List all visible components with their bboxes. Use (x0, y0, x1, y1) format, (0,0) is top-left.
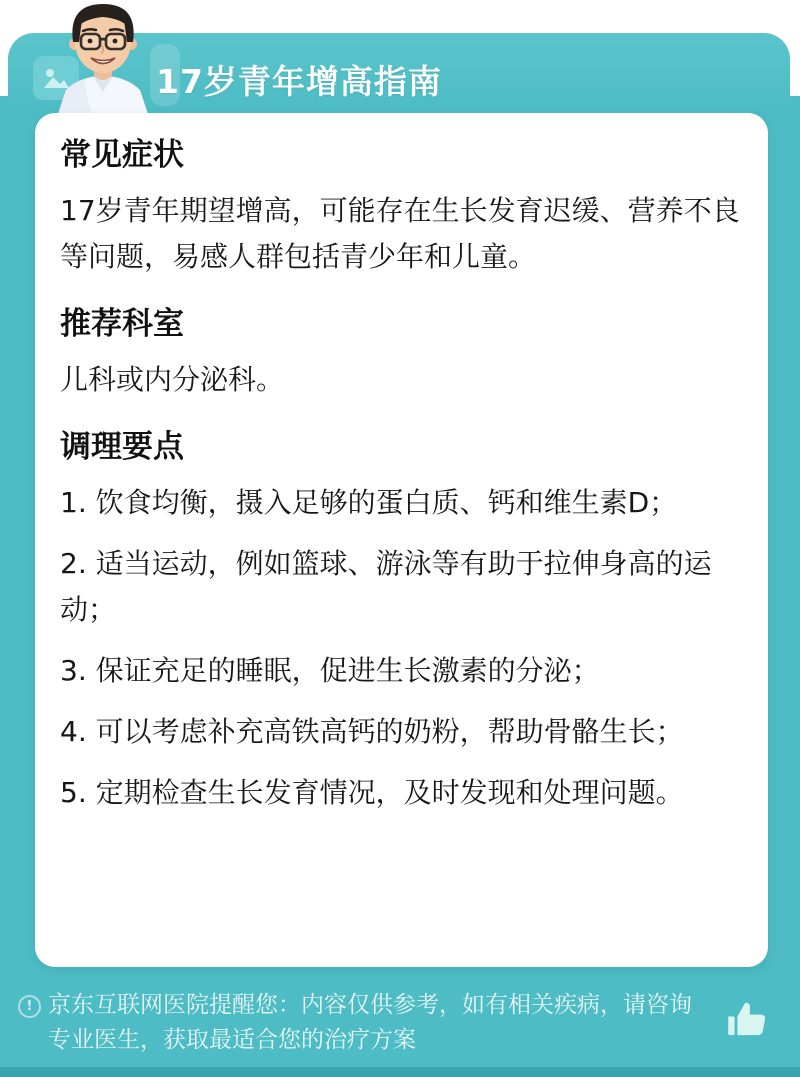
list-item: 4. 可以考虑补充高铁高钙的奶粉，帮助骨骼生长； (60, 715, 684, 748)
list-item: 5. 定期检查生长发育情况，及时发现和处理问题。 (60, 776, 684, 809)
list-item: 2. 适当运动，例如篮球、游泳等有助于拉伸身高的运动； (60, 547, 712, 626)
doctor-avatar (46, 2, 160, 114)
thumbs-up-icon[interactable] (724, 997, 770, 1043)
content-card (35, 113, 768, 967)
section-heading-symptoms: 常见症状 (60, 137, 184, 173)
list-item: 3. 保证充足的睡眠，促进生长激素的分泌； (60, 654, 600, 687)
page-title: 17岁青年增高指南 (156, 62, 442, 101)
section-paragraph: 17岁青年期望增高，可能存在生长发育迟缓、营养不良等问题，易感人群包括青少年和儿童。 (60, 194, 740, 273)
disclaimer-footer (18, 988, 724, 1058)
disclaimer-text: 京东互联网医院提醒您：内容仅供参考，如有相关疾病，请咨询专业医生，获取最适合您的治疗方案 (48, 992, 692, 1053)
bottom-bar (0, 1067, 800, 1077)
section-paragraph: 儿科或内分泌科。 (60, 363, 285, 396)
section-heading-department: 推荐科室 (60, 306, 184, 342)
section-heading-care-points: 调理要点 (60, 429, 184, 465)
list-item: 1. 饮食均衡，摄入足够的蛋白质、钙和维生素D； (60, 486, 678, 519)
info-icon: ! (18, 995, 41, 1018)
